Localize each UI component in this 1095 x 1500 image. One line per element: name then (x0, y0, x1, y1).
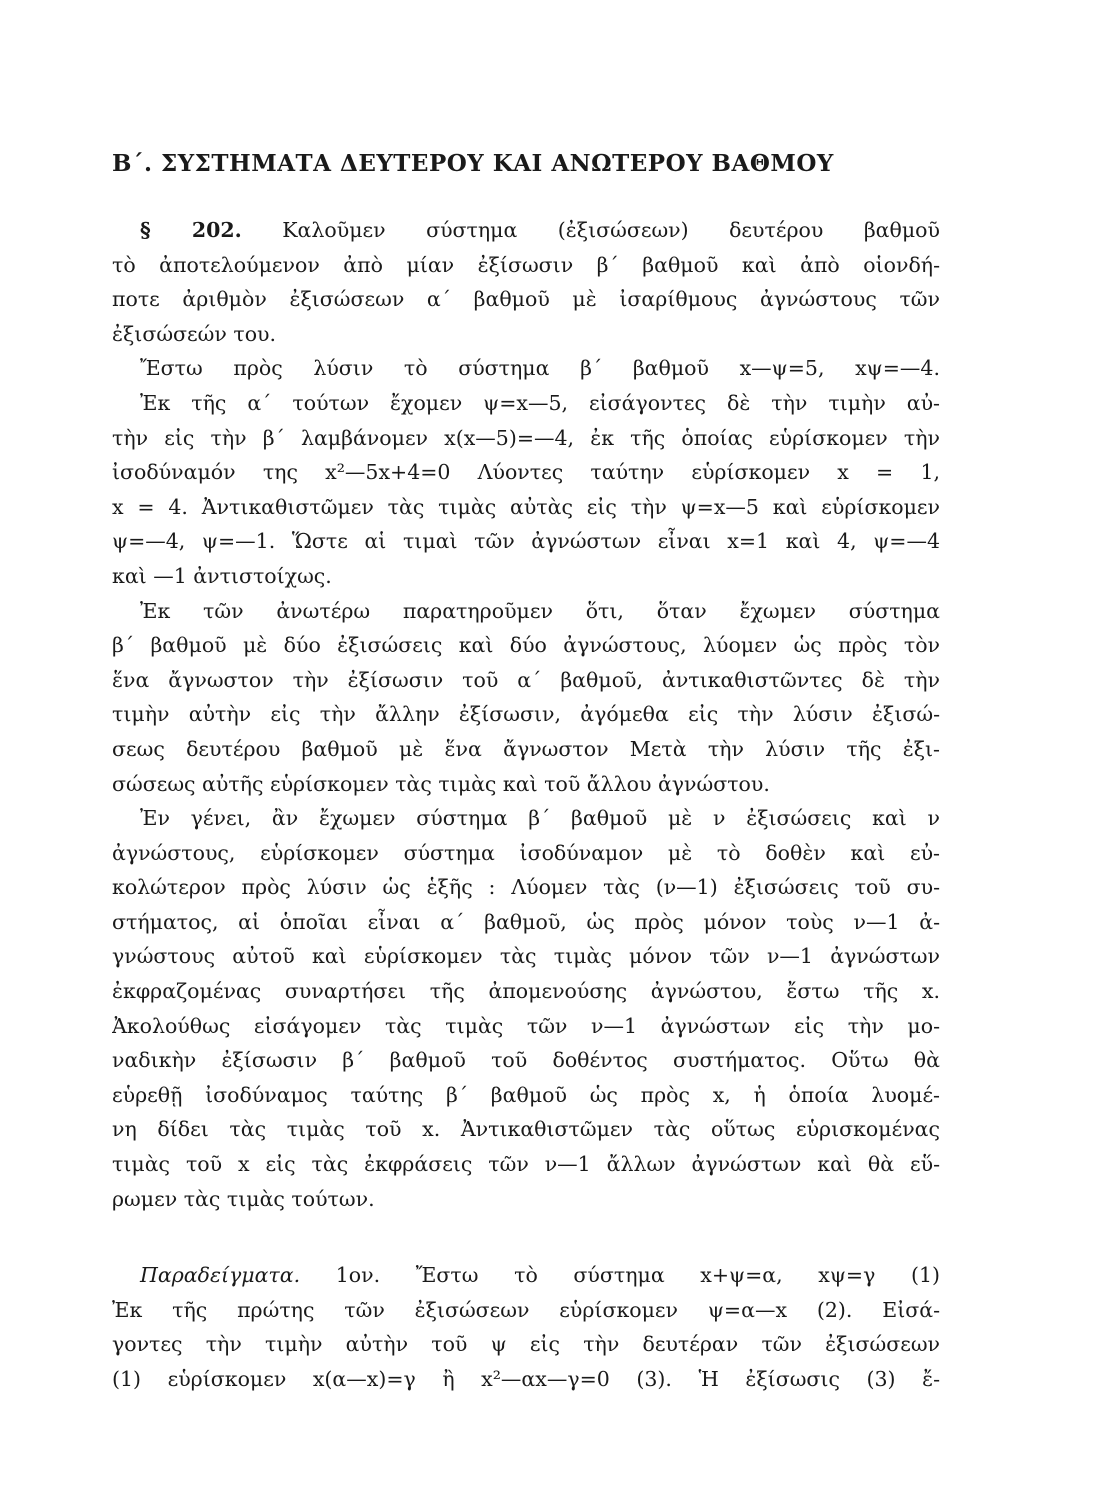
text-line: Παραδείγματα. 1ον. Ἔστω τὸ σύστημα x+ψ=α, xψ=γ (1) (140, 1263, 940, 1288)
examples-label: Παραδείγματα. (140, 1263, 301, 1288)
text-line: (1) εὑρίσκομεν x(α—x)=γ ἢ x²—αx—γ=0 (3). Ἡ ἐξίσωσις (3) ἔ- (112, 1367, 940, 1391)
text-line: x = 4. Ἀντικαθιστῶμεν τὰς τιμὰς αὐτὰς εἰς τὴν ψ=x—5 καὶ εὑρίσκομεν (112, 494, 940, 519)
paragraph-observation (112, 594, 940, 802)
chapter-heading: Β΄. ΣΥΣΤΗΜΑΤΑ ΔΕΥΤΕΡΟΥ ΚΑΙ ΑΝΩΤΕΡΟΥ ΒΑΘΜΟΥ (112, 150, 834, 177)
spacer (112, 1216, 940, 1258)
text-line: ἐκφραζομένας συναρτήσει τῆς ἀπομενούσης ἀγνώστου, ἔστω τῆς x. (112, 979, 940, 1004)
text-line: γοντες τὴν τιμὴν αὐτὴν τοῦ ψ εἰς τὴν δευτέραν τῶν ἐξισώσεων (112, 1332, 940, 1357)
text-line: ἀγνώστους, εὑρίσκομεν σύστημα ἰσοδύναμον μὲ τὸ δοθὲν καὶ εὐ- (112, 840, 940, 865)
text-line: σεως δευτέρου βαθμοῦ μὲ ἕνα ἄγνωστον Μετὰ τὴν λύσιν τῆς ἐξι- (112, 736, 940, 761)
text-line: κολώτερον πρὸς λύσιν ὡς ἑξῆς : Λύομεν τὰς (ν—1) ἐξισώσεις τοῦ συ- (112, 875, 940, 900)
text-line: τιμὴν αὐτὴν εἰς τὴν ἄλλην ἐξίσωσιν, ἀγόμεθα εἰς τὴν λύσιν ἐξισώ- (112, 702, 940, 727)
text-line: Ἔστω πρὸς λύσιν τὸ σύστημα β΄ βαθμοῦ x—ψ=5, xψ=—4. (140, 356, 940, 381)
text-line: Ἀκολούθως εἰσάγομεν τὰς τιμὰς τῶν ν—1 ἀγνώστων εἰς τὴν μο- (112, 1013, 940, 1038)
paragraph-example-system (112, 351, 940, 593)
text-line: σώσεως αὐτῆς εὑρίσκομεν τὰς τιμὰς καὶ τοῦ ἄλλου ἀγνώστου. (112, 771, 770, 796)
text-line: ρωμεν τὰς τιμὰς τούτων. (112, 1186, 375, 1211)
text-line: τὸ ἀποτελούμενον ἀπὸ μίαν ἐξίσωσιν β΄ βαθμοῦ καὶ ἀπὸ οἱονδή- (112, 252, 940, 277)
text-line: εὑρεθῇ ἰσοδύναμος ταύτης β΄ βαθμοῦ ὡς πρὸς x, ἡ ὁποία λυομέ- (112, 1082, 940, 1107)
text-line: τὴν εἰς τὴν β΄ λαμβάνομεν x(x—5)=—4, ἐκ τῆς ὁποίας εὑρίσκομεν τὴν (112, 425, 940, 450)
text-line: νη δίδει τὰς τιμὰς τοῦ x. Ἀντικαθιστῶμεν τὰς οὕτως εὑρισκομένας (112, 1117, 940, 1142)
paragraph-examples (112, 1258, 940, 1396)
text-line: ψ=—4, ψ=—1. Ὥστε αἱ τιμαὶ τῶν ἀγνώστων εἶναι x=1 καὶ 4, ψ=—4 (112, 529, 940, 554)
text-line: γνώστους αὐτοῦ καὶ εὑρίσκομεν τὰς τιμὰς μόνον τῶν ν—1 ἀγνώστων (112, 944, 940, 969)
text-line: ἐξισώσεών του. (112, 321, 277, 346)
text-line: τιμὰς τοῦ x εἰς τὰς ἐκφράσεις τῶν ν—1 ἄλλων ἀγνώστων καὶ θὰ εὕ- (112, 1152, 940, 1177)
text-line: Ἐκ τῆς α΄ τούτων ἔχομεν ψ=x—5, εἰσάγοντες δὲ τὴν τιμὴν αὐ- (140, 390, 940, 415)
paragraph-general-method (112, 801, 940, 1216)
page-body (112, 150, 940, 1397)
text-line: Ἐν γένει, ἂν ἔχωμεν σύστημα β΄ βαθμοῦ μὲ ν ἐξισώσεις καὶ ν (140, 806, 940, 831)
text-line: β΄ βαθμοῦ μὲ δύο ἐξισώσεις καὶ δύο ἀγνώστους, λύομεν ὡς πρὸς τὸν (112, 633, 940, 658)
text-line: ἰσοδύναμόν της x²—5x+4=0 Λύοντες ταύτην εὑρίσκομεν x = 1, (112, 460, 940, 485)
text-line: ναδικὴν ἐξίσωσιν β΄ βαθμοῦ τοῦ δοθέντος συστήματος. Οὕτω θὰ (112, 1048, 940, 1073)
text-line: ποτε ἀριθμὸν ἐξισώσεων α΄ βαθμοῦ μὲ ἰσαρίθμους ἀγνώστους τῶν (112, 287, 940, 312)
text-line: Ἐκ τῆς πρώτης τῶν ἐξισώσεων εὑρίσκομεν ψ=α—x (2). Εἰσά- (112, 1297, 940, 1322)
text-line: ἕνα ἄγνωστον τὴν ἐξίσωσιν τοῦ α΄ βαθμοῦ, ἀντικαθιστῶντες δὲ τὴν (112, 667, 940, 692)
text-line: καὶ —1 ἀντιστοίχως. (112, 563, 332, 588)
text-line: στήματος, αἱ ὁποῖαι εἶναι α΄ βαθμοῦ, ὡς πρὸς μόνον τοὺς ν—1 ἀ- (112, 909, 940, 934)
section-number: § 202. (140, 218, 242, 242)
text-line: § 202. Καλοῦμεν σύστημα (ἐξισώσεων) δευτέρου βαθμοῦ (140, 218, 940, 242)
paragraph-definition (112, 213, 940, 351)
text-line: Ἐκ τῶν ἀνωτέρω παρατηροῦμεν ὅτι, ὅταν ἔχωμεν σύστημα (140, 598, 940, 623)
